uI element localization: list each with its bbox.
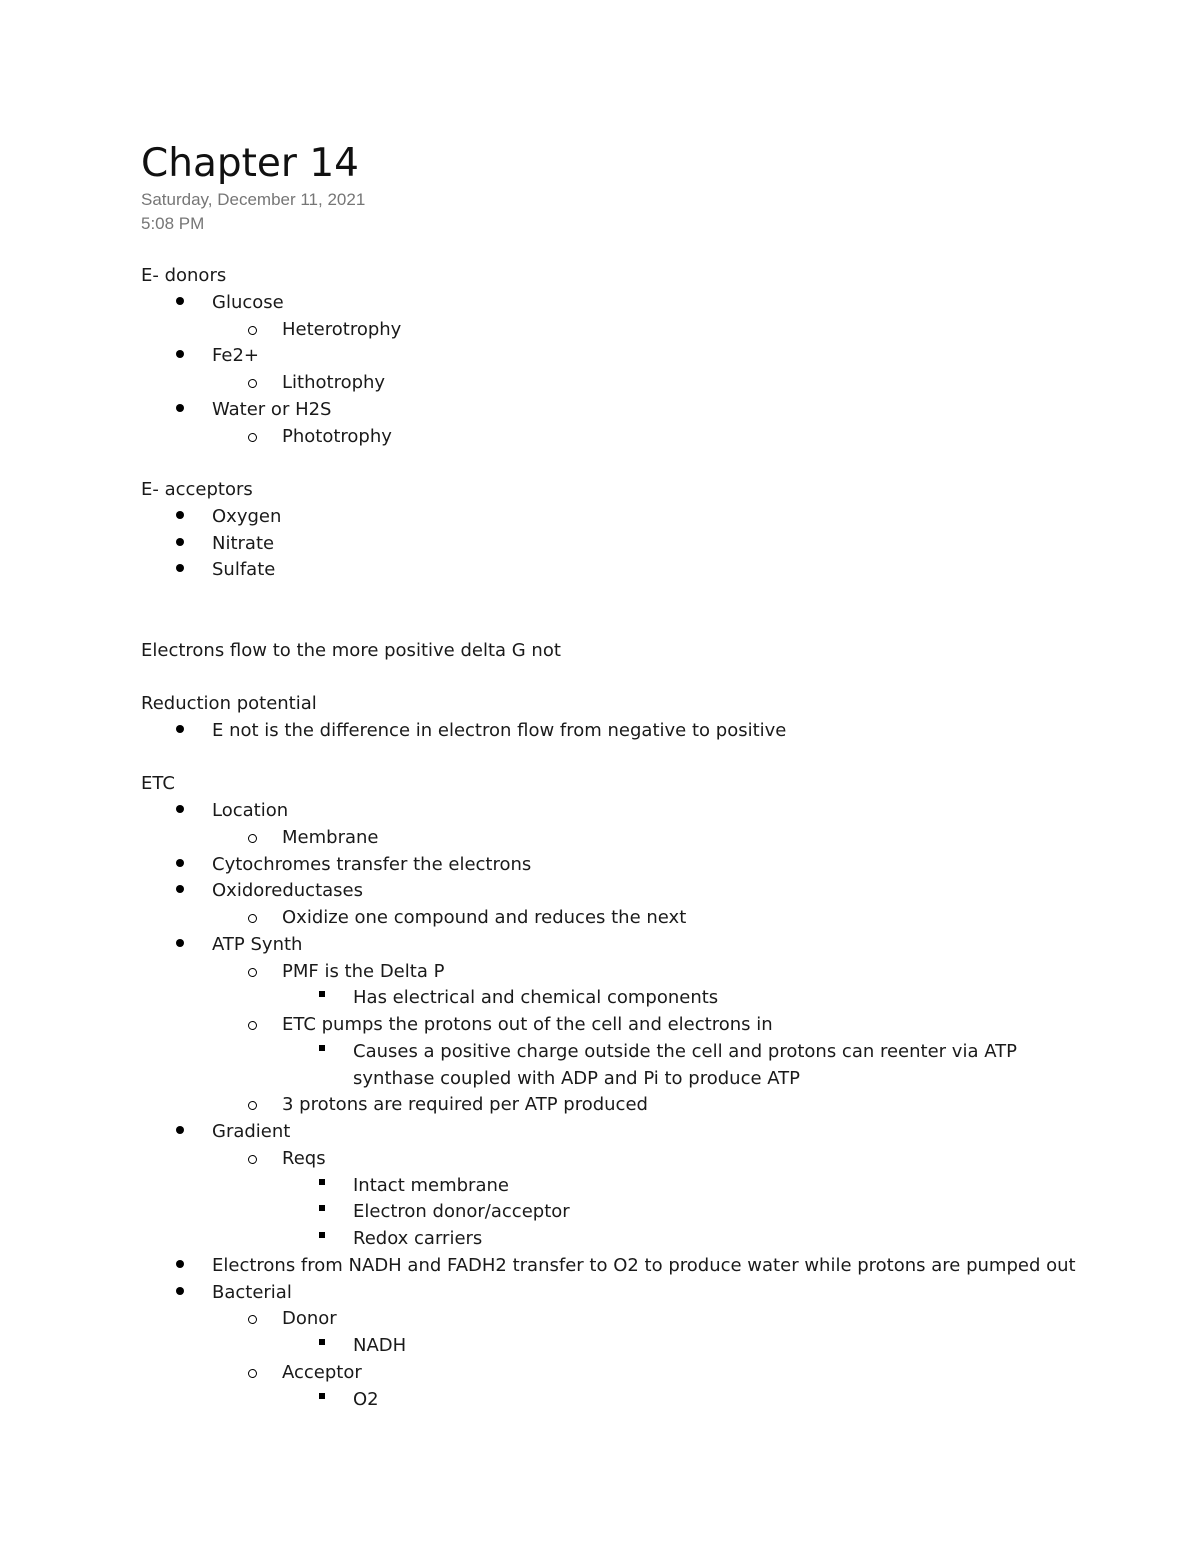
outline-item-level-1: Bacterial xyxy=(212,1281,292,1303)
disc-bullet-icon xyxy=(176,1287,184,1295)
outline-item-level-1: Nitrate xyxy=(212,532,275,554)
outline-heading: E- donors xyxy=(141,265,227,286)
circle-bullet-icon xyxy=(248,1021,257,1030)
outline-item-level-3: Has electrical and chemical components xyxy=(353,987,719,1009)
outline-item-level-3: Intact membrane xyxy=(353,1174,509,1196)
circle-bullet-icon xyxy=(248,968,257,977)
circle-bullet-icon xyxy=(248,433,257,442)
note-date: Saturday, December 11, 2021 xyxy=(141,190,366,209)
outline-item-level-1: Sulfate xyxy=(212,559,276,581)
outline-item-level-3: synthase coupled with ADP and Pi to produce ATP xyxy=(353,1067,801,1089)
outline-item-level-1: Water or H2S xyxy=(212,398,332,420)
outline-item-level-2: Phototrophy xyxy=(282,425,392,447)
square-bullet-icon xyxy=(319,1045,325,1051)
square-bullet-icon xyxy=(319,1339,325,1345)
square-bullet-icon xyxy=(319,1393,325,1399)
circle-bullet-icon xyxy=(248,1155,257,1164)
disc-bullet-icon xyxy=(176,859,184,867)
outline-item-level-2: Lithotrophy xyxy=(282,372,386,393)
outline-item-level-3: Redox carriers xyxy=(353,1228,483,1249)
disc-bullet-icon xyxy=(176,297,184,305)
outline-heading: ETC xyxy=(141,773,175,795)
square-bullet-icon xyxy=(319,991,325,997)
outline-item-level-2: PMF is the Delta P xyxy=(282,960,445,982)
outline-item-level-1: ATP Synth xyxy=(212,933,303,955)
outline-item-level-3: O2 xyxy=(353,1388,379,1410)
square-bullet-icon xyxy=(319,1179,325,1185)
outline-item-level-3: Causes a positive charge outside the cell and protons can reenter via ATP xyxy=(353,1040,1017,1062)
circle-bullet-icon xyxy=(248,914,257,923)
outline-item-level-1: Glucose xyxy=(212,291,284,313)
disc-bullet-icon xyxy=(176,404,184,412)
disc-bullet-icon xyxy=(176,725,184,733)
square-bullet-icon xyxy=(319,1205,325,1211)
outline-item-level-2: Reqs xyxy=(282,1147,326,1169)
disc-bullet-icon xyxy=(176,1126,184,1134)
outline-heading: E- acceptors xyxy=(141,479,253,500)
disc-bullet-icon xyxy=(176,1260,184,1268)
outline-item-level-1: Oxidoreductases xyxy=(212,880,363,902)
circle-bullet-icon xyxy=(248,834,257,843)
outline-heading: Electrons flow to the more positive delta G not xyxy=(141,639,561,661)
circle-bullet-icon xyxy=(248,1369,257,1378)
outline-item-level-1: Location xyxy=(212,800,289,821)
square-bullet-icon xyxy=(319,1232,325,1238)
disc-bullet-icon xyxy=(176,885,184,893)
disc-bullet-icon xyxy=(176,350,184,358)
note-time: 5:08 PM xyxy=(141,214,205,233)
disc-bullet-icon xyxy=(176,805,184,813)
outline-item-level-2: Donor xyxy=(282,1308,337,1330)
outline-item-level-1: Fe2+ xyxy=(212,345,259,367)
outline-item-level-1: Cytochromes transfer the electrons xyxy=(212,853,532,875)
circle-bullet-icon xyxy=(248,379,257,388)
outline-item-level-2: Oxidize one compound and reduces the next xyxy=(282,907,687,928)
outline-item-level-3: Electron donor/acceptor xyxy=(353,1201,570,1223)
circle-bullet-icon xyxy=(248,326,257,335)
outline-item-level-2: Heterotrophy xyxy=(282,318,402,340)
page-title: Chapter 14 xyxy=(141,141,359,186)
outline-item-level-1: E not is the difference in electron flow from negative to positive xyxy=(212,719,787,741)
outline-item-level-2: Membrane xyxy=(282,826,379,848)
circle-bullet-icon xyxy=(248,1315,257,1324)
disc-bullet-icon xyxy=(176,564,184,572)
outline-item-level-1: Oxygen xyxy=(212,505,282,527)
circle-bullet-icon xyxy=(248,1101,257,1110)
outline-item-level-2: 3 protons are required per ATP produced xyxy=(282,1094,648,1116)
outline-item-level-1: Electrons from NADH and FADH2 transfer to O2 to produce water while protons are pumped out xyxy=(212,1254,1076,1276)
outline-item-level-2: ETC pumps the protons out of the cell and electrons in xyxy=(282,1014,773,1035)
disc-bullet-icon xyxy=(176,511,184,519)
disc-bullet-icon xyxy=(176,538,184,546)
disc-bullet-icon xyxy=(176,939,184,947)
outline-item-level-1: Gradient xyxy=(212,1121,291,1142)
outline-item-level-2: Acceptor xyxy=(282,1361,362,1383)
outline-item-level-3: NADH xyxy=(353,1335,407,1356)
outline-heading: Reduction potential xyxy=(141,693,317,714)
